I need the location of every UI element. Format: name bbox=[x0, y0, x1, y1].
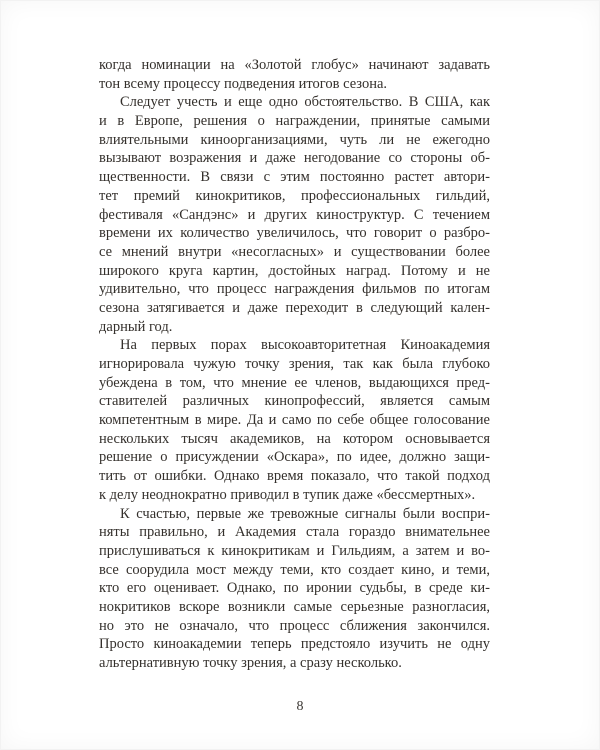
text-line: тет премий кинокритиков, профессиональных гильдий, bbox=[99, 187, 490, 204]
text-line: прислушиваться к кинокритикам и Гильдиям, а затем и во- bbox=[99, 542, 490, 559]
text-line: убеждена в том, что мнение ее членов, выдающихся пред- bbox=[99, 374, 490, 391]
page-number: 8 bbox=[296, 699, 304, 714]
text-line: широкого круга картин, достойных наград. Потому и не bbox=[99, 262, 490, 279]
text-line: кто его оценивает. Однако, по иронии судьбы, в среде ки- bbox=[99, 580, 490, 597]
text-line: когда номинации на «Золотой глобус» начинают задавать bbox=[99, 57, 490, 73]
text-line: к делу неоднократно приводил в тупик даже «бессмертных». bbox=[99, 486, 476, 503]
text-line: влиятельными киноорганизациями, чуть ли не ежегодно bbox=[99, 131, 490, 148]
text-line: Следует учесть и еще одно обстоятельство. В США, как bbox=[120, 94, 490, 111]
text-line: се мнений внутри «несогласных» и существовании более bbox=[99, 243, 490, 260]
text-line: К счастью, первые же тревожные сигналы были воспри- bbox=[120, 505, 490, 522]
text-line: Просто киноакадемии теперь предстояло изучить не одну bbox=[99, 636, 490, 653]
text-line: На первых порах высокоавторитетная Киноакадемия bbox=[120, 337, 490, 354]
text-line: тить от ошибки. Однако время показало, что такой подход bbox=[99, 468, 490, 485]
text-line: удивительно, что процесс награждения фильмов по итогам bbox=[99, 281, 490, 298]
text-line: тон всему процессу подведения итогов сезона. bbox=[99, 75, 388, 92]
text-line: компетентным в мире. Да и само по себе общее голосование bbox=[99, 412, 490, 429]
text-line: нескольких тысяч академиков, на котором основывается bbox=[99, 430, 490, 447]
text-line: фестиваля «Сандэнс» и других киноструктур. С течением bbox=[99, 206, 490, 223]
text-line: вызывают возражения и даже негодование со стороны об- bbox=[99, 150, 490, 167]
text-line: игнорировала чужую точку зрения, так как была глубоко bbox=[99, 356, 490, 372]
text-line: но это не означало, что процесс сближения закончился. bbox=[99, 617, 490, 634]
text-line: нокритиков вскоре возникли самые серьезные разногласия, bbox=[99, 598, 490, 615]
text-line: решение о присуждении «Оскара», по идее, должно защи- bbox=[99, 449, 490, 466]
text-line: няты правильно, и Академия стала гораздо внимательнее bbox=[99, 524, 490, 541]
text-line: все соорудила мост между теми, кто создает кино, и теми, bbox=[99, 561, 490, 578]
text-line: щественности. В связи с этим постоянно растет автори- bbox=[99, 169, 490, 186]
text-line: дарный год. bbox=[99, 318, 173, 335]
text-line: и в Европе, решения о награждении, принятые самыми bbox=[99, 113, 490, 130]
page-text bbox=[99, 56, 490, 673]
paragraph bbox=[99, 93, 490, 336]
paragraph bbox=[99, 505, 490, 673]
text-line: ставителей различных кинопрофессий, является самым bbox=[99, 393, 490, 410]
text-line: времени их количество увеличилось, что говорит о разбро- bbox=[99, 225, 490, 242]
text-line: сезона затягивается и даже переходит в следующий кален- bbox=[99, 299, 490, 316]
text-line: альтернативную точку зрения, а сразу несколько. bbox=[99, 655, 402, 671]
paragraph bbox=[99, 336, 490, 504]
paragraph bbox=[99, 56, 490, 93]
